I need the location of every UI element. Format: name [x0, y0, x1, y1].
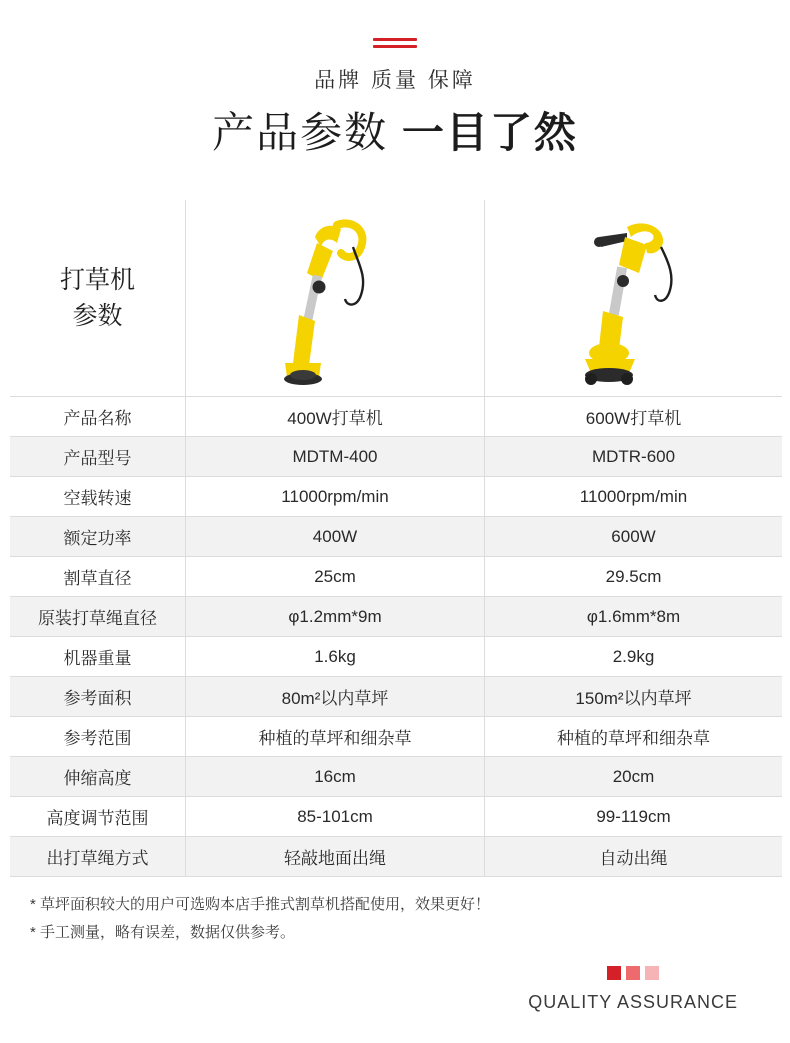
row-label: 额定功率	[10, 517, 186, 557]
footnotes	[10, 891, 780, 947]
trimmer-600w-icon	[569, 203, 699, 393]
table-row	[10, 397, 782, 437]
table-row	[10, 557, 782, 597]
table-row	[10, 477, 782, 517]
table-row	[10, 717, 782, 757]
category-label-line2: 参数	[72, 302, 123, 331]
row-label: 产品名称	[10, 397, 186, 437]
row-value-b: 20cm	[485, 757, 783, 797]
row-label: 参考面积	[10, 677, 186, 717]
row-label: 空载转速	[10, 477, 186, 517]
row-value-b: MDTR-600	[485, 437, 783, 477]
row-value-a: MDTM-400	[186, 437, 485, 477]
row-value-a: 种植的草坪和细杂草	[186, 717, 485, 757]
category-label	[10, 262, 185, 335]
row-label: 伸缩高度	[10, 757, 186, 797]
row-value-b: φ1.6mm*8m	[485, 597, 783, 637]
row-value-a: 400W打草机	[186, 397, 485, 437]
footer-dots	[528, 966, 738, 980]
row-value-a: 80m²以内草坪	[186, 677, 485, 717]
row-value-b: 150m²以内草坪	[485, 677, 783, 717]
row-value-a: 400W	[186, 517, 485, 557]
row-label: 割草直径	[10, 557, 186, 597]
row-value-a: 85-101cm	[186, 797, 485, 837]
category-label-line1: 打草机	[59, 266, 135, 295]
table-row	[10, 437, 782, 477]
row-value-a: φ1.2mm*9m	[186, 597, 485, 637]
row-label: 参考范围	[10, 717, 186, 757]
footer-text: QUALITY ASSURANCE	[528, 992, 738, 1012]
table-row	[10, 637, 782, 677]
row-value-b: 600W打草机	[485, 397, 783, 437]
row-label: 机器重量	[10, 637, 186, 677]
category-label-cell	[10, 200, 186, 397]
page-title-light: 产品参数	[212, 109, 389, 156]
row-value-b: 99-119cm	[485, 797, 783, 837]
header-subtitle: 品牌 质量 保障	[314, 69, 476, 92]
footer-dot-1	[607, 966, 621, 980]
table-row	[10, 597, 782, 637]
trimmer-400w-icon	[275, 203, 395, 393]
page-title	[0, 108, 790, 158]
footnote-1: * 草坪面积较大的用户可选购本店手推式割草机搭配使用，效果更好！	[30, 896, 491, 914]
row-label: 产品型号	[10, 437, 186, 477]
row-label: 出打草绳方式	[10, 837, 186, 877]
table-row	[10, 797, 782, 837]
row-value-a: 1.6kg	[186, 637, 485, 677]
row-value-b: 2.9kg	[485, 637, 783, 677]
footer-dot-2	[626, 966, 640, 980]
row-label: 原装打草绳直径	[10, 597, 186, 637]
spec-table	[10, 200, 782, 877]
row-value-b: 11000rpm/min	[485, 477, 783, 517]
row-value-b: 29.5cm	[485, 557, 783, 597]
table-row	[10, 837, 782, 877]
product-image-400w-cell	[186, 200, 485, 397]
spec-table-wrap	[0, 200, 790, 947]
table-row	[10, 677, 782, 717]
row-value-a: 25cm	[186, 557, 485, 597]
page-header	[0, 0, 790, 158]
product-image-600w-cell	[485, 200, 783, 397]
row-value-a: 11000rpm/min	[186, 477, 485, 517]
table-row	[10, 757, 782, 797]
table-row	[10, 517, 782, 557]
row-label: 高度调节范围	[10, 797, 186, 837]
row-value-a: 轻敲地面出绳	[186, 837, 485, 877]
footer-dot-3	[645, 966, 659, 980]
footer	[528, 966, 738, 1013]
row-value-b: 自动出绳	[485, 837, 783, 877]
decorative-rule	[373, 38, 417, 48]
row-value-b: 种植的草坪和细杂草	[485, 717, 783, 757]
page-title-bold: 一目了然	[401, 109, 578, 156]
row-value-b: 600W	[485, 517, 783, 557]
table-row-images	[10, 200, 782, 397]
row-value-a: 16cm	[186, 757, 485, 797]
footnote-2: * 手工测量，略有误差，数据仅供参考。	[30, 924, 296, 942]
